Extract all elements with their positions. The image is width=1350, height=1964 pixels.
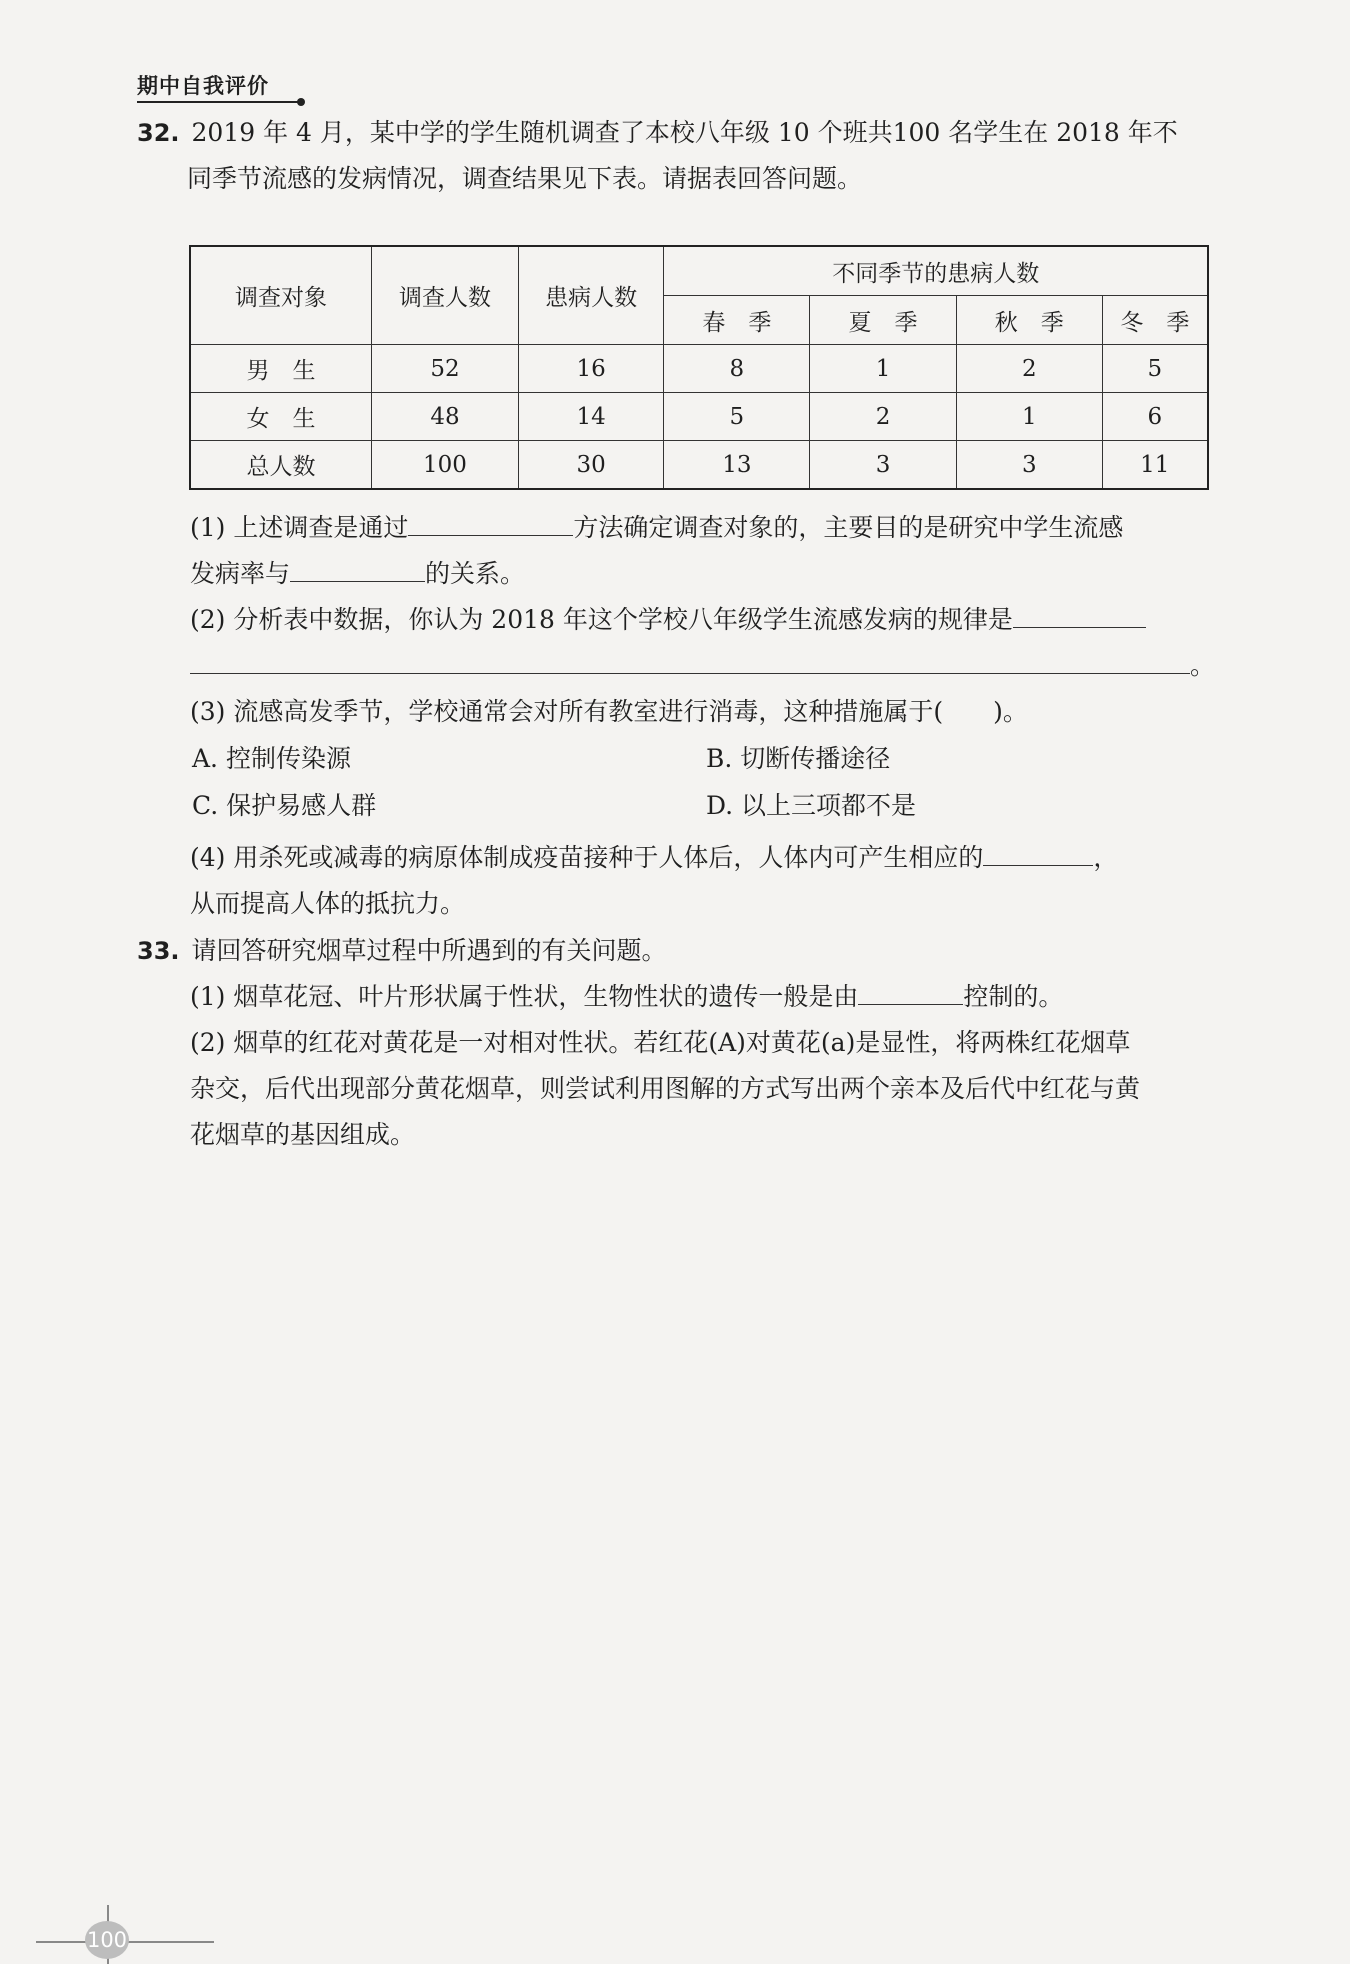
- table-cell: 2: [956, 345, 1102, 393]
- table-cell: 5: [664, 393, 810, 441]
- question-33: [137, 928, 1217, 974]
- table-row: [190, 345, 1208, 393]
- table-cell: 52: [372, 345, 519, 393]
- answer-blank[interactable]: [190, 645, 1190, 674]
- table-cell: 8: [664, 345, 810, 393]
- table-cell: 2: [810, 393, 957, 441]
- question-text: 请回答研究烟草过程中所遇到的有关问题。: [191, 936, 667, 965]
- sub-question-text: 杂交，后代出现部分黄花烟草，则尝试利用图解的方式写出两个亲本及后代中红花与黄: [190, 1074, 1141, 1103]
- table-cell: 48: [372, 393, 519, 441]
- table-cell: 5: [1102, 345, 1208, 393]
- sub-question-text: (2) 烟草的红花对黄花是一对相对性状。若红花(A)对黄花(a)是显性，将两株红花烟草: [190, 1028, 1131, 1057]
- row-label: 男 生: [190, 345, 372, 393]
- header-cell: 调查对象: [190, 246, 372, 345]
- question-32-intro: [137, 110, 1217, 202]
- table-cell: 1: [810, 345, 957, 393]
- answer-blank[interactable]: [1013, 599, 1146, 628]
- table-cell: 1: [956, 393, 1102, 441]
- sub-question-text: (2) 分析表中数据，你认为 2018 年这个学校八年级学生流感发病的规律是: [190, 605, 1013, 634]
- header-cell: 不同季节的患病人数: [664, 246, 1208, 296]
- table-cell: 16: [518, 345, 664, 393]
- answer-blank[interactable]: [290, 553, 425, 582]
- sub-question-text: 发病率与: [190, 559, 291, 588]
- page-number: 100: [85, 1921, 129, 1959]
- intro-line: 同季节流感的发病情况，调查结果见下表。请据表回答问题。: [187, 164, 863, 193]
- option-d: D. 以上三项都不是: [706, 791, 917, 820]
- table-cell: 100: [372, 441, 519, 490]
- table-row: [190, 441, 1208, 490]
- sub-question-text: (1) 烟草花冠、叶片形状属于性状，生物性状的遗传一般是由: [190, 982, 859, 1011]
- header-cell: 患病人数: [518, 246, 664, 345]
- question-32-part-4: [190, 835, 1210, 927]
- sub-question-text: 。: [1190, 651, 1216, 680]
- sub-question-text: 方法确定调查对象的，主要目的是研究中学生流感: [573, 513, 1124, 542]
- option-a: A. 控制传染源: [192, 744, 351, 773]
- table-cell: 13: [664, 441, 810, 490]
- sub-question-text: (4) 用杀死或减毒的病原体制成疫苗接种于人体后，人体内可产生相应的: [190, 843, 984, 872]
- header-title: 期中自我评价: [137, 74, 269, 98]
- sub-question-text: ，: [1093, 843, 1119, 872]
- answer-blank[interactable]: [408, 507, 573, 536]
- row-label: 总人数: [190, 441, 372, 490]
- season-header: 秋 季: [956, 296, 1102, 345]
- header: [137, 70, 269, 100]
- header-rule: [137, 101, 300, 103]
- header-dot-icon: [297, 98, 305, 106]
- intro-line: 2019 年 4 月，某中学的学生随机调查了本校八年级 10 个班共100 名学生在 2018 年不: [191, 118, 1178, 147]
- sub-question-text: (3) 流感高发季节，学校通常会对所有教室进行消毒，这种措施属于( )。: [190, 697, 1028, 726]
- season-header: 夏 季: [810, 296, 957, 345]
- table-row: [190, 393, 1208, 441]
- question-number: 33.: [137, 937, 180, 965]
- table-cell: 30: [518, 441, 664, 490]
- sub-question-text: (1) 上述调查是通过: [190, 513, 409, 542]
- option-b: B. 切断传播途径: [706, 744, 891, 773]
- sub-question-text: 控制的。: [963, 982, 1064, 1011]
- question-33-parts: [190, 974, 1210, 1158]
- question-number: 32.: [137, 119, 180, 147]
- season-header: 冬 季: [1102, 296, 1208, 345]
- sub-question-text: 的关系。: [425, 559, 526, 588]
- table-cell: 3: [810, 441, 957, 490]
- header-cell: 调查人数: [372, 246, 519, 345]
- table-cell: 3: [956, 441, 1102, 490]
- sub-question-text: 花烟草的基因组成。: [190, 1120, 416, 1149]
- question-32-parts: [190, 505, 1216, 735]
- answer-blank[interactable]: [858, 976, 963, 1005]
- answer-blank[interactable]: [983, 837, 1093, 866]
- survey-table: [189, 245, 1209, 490]
- table-cell: 6: [1102, 393, 1208, 441]
- option-c: C. 保护易感人群: [192, 791, 377, 820]
- table-cell: 11: [1102, 441, 1208, 490]
- sub-question-text: 从而提高人体的抵抗力。: [190, 889, 466, 918]
- table-cell: 14: [518, 393, 664, 441]
- row-label: 女 生: [190, 393, 372, 441]
- season-header: 春 季: [664, 296, 810, 345]
